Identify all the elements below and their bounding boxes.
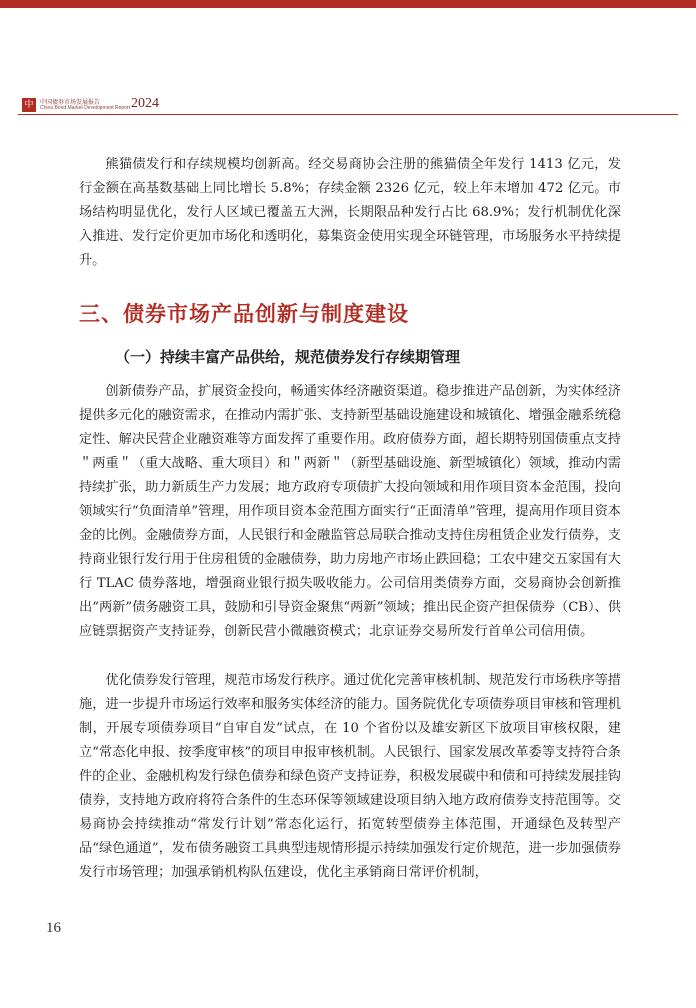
header-divider	[18, 114, 678, 115]
body-paragraph: 优化债券发行管理，规范市场发行秩序。通过优化完善审核机制、规范发行市场秩序等措施，进一步提升市场运行效率和服务实体经济的能力。国务院优化专项债券项目审核和管理机制，开展专项债券项目“自审自发”试点，在 10 个省份以及雄安新区下放项目审核权限，建立“常态化申报、按季度审核”的项目申报审核机制。人民银行、国家发展改革委等支持符合条件的企业、金融机构发行绿色债券和绿色资产支持证券，积极发展碳中和债和可持续发展挂钩债券，支持地方政府将符合条件的生态环保等领域建设项目纳入地方政府债券支持范围等。交易商协会持续推动“常发行计划”常态化运行，拓宽转型债券主体范围，开通绿色及转型产品“绿色通道”，发布债务融资工具典型违规情形提示持续加强发行定价规范，进一步加强债券发行市场管理；加强承销机构队伍建设，优化主承销商日常评价机制，	[79, 673, 621, 880]
subsection-title: （一）持续丰富产品供给，规范债券发行存续期管理	[115, 348, 461, 366]
report-title: 中国债券市场发展报告	[40, 99, 101, 106]
running-header	[18, 96, 658, 115]
body-paragraph: 创新债券产品，扩展资金投向，畅通实体经济融资渠道。稳步推进产品创新，为实体经济提供多元化的融资需求，在推动内需扩张、支持新型基础设施建设和城镇化、增强金融系统稳定性、解决民营企业融资难等方面发挥了重要作用。政府债券方面，超长期特别国债重点支持＂两重＂（重大战略、重大项目）和＂两新＂（新型基础设施、新型城镇化）领域，推动内需持续扩张，助力新质生产力发展；地方政府专项债扩大投向领域和用作项目资本金范围，投向领域实行“负面清单”管理，用作项目资本金范围方面实行“正面清单”管理，提高用作项目资本金的比例。金融债券方面，人民银行和金融监管总局联合推动支持住房租赁企业发行债券，支持商业银行发行用于住房租赁的金融债券，助力房地产市场止跌回稳；工农中建交五家国有大行 TLAC 债券落地，增强商业银行损失吸收能力。公司信用类债券方面，交易商协会创新推出“两新”债务融资工具，鼓励和引导资金聚焦“两新”领域；推出民企资产担保债券（CB）、供应链票据资产支持证券，创新民营小微融资模式；北京证券交易所发行首单公司信用债。	[79, 384, 621, 639]
top-accent-bar	[0, 0, 696, 8]
report-year: 2024	[131, 96, 159, 111]
body-paragraph: 熊猫债发行和存续规模均创新高。经交易商协会注册的熊猫债全年发行 1413 亿元，发行金额在高基数基础上同比增长 5.8%；存续金额 2326 亿元，较上年末增加 472 亿元。市场结构明显优化，发行人区域已覆盖五大洲，长期限品种发行占比 68.9%；发行机制优化深入推进、发行定价更加市场化和透明化，募集资金使用实现全环链管理，市场服务水平持续提升。	[79, 157, 621, 268]
section-title: 三、债券市场产品创新与制度建设	[79, 301, 409, 326]
report-subtitle: China Bond Market Development Report	[40, 105, 131, 111]
page-number: 16	[46, 920, 61, 936]
report-logo-icon: 中	[22, 98, 36, 112]
